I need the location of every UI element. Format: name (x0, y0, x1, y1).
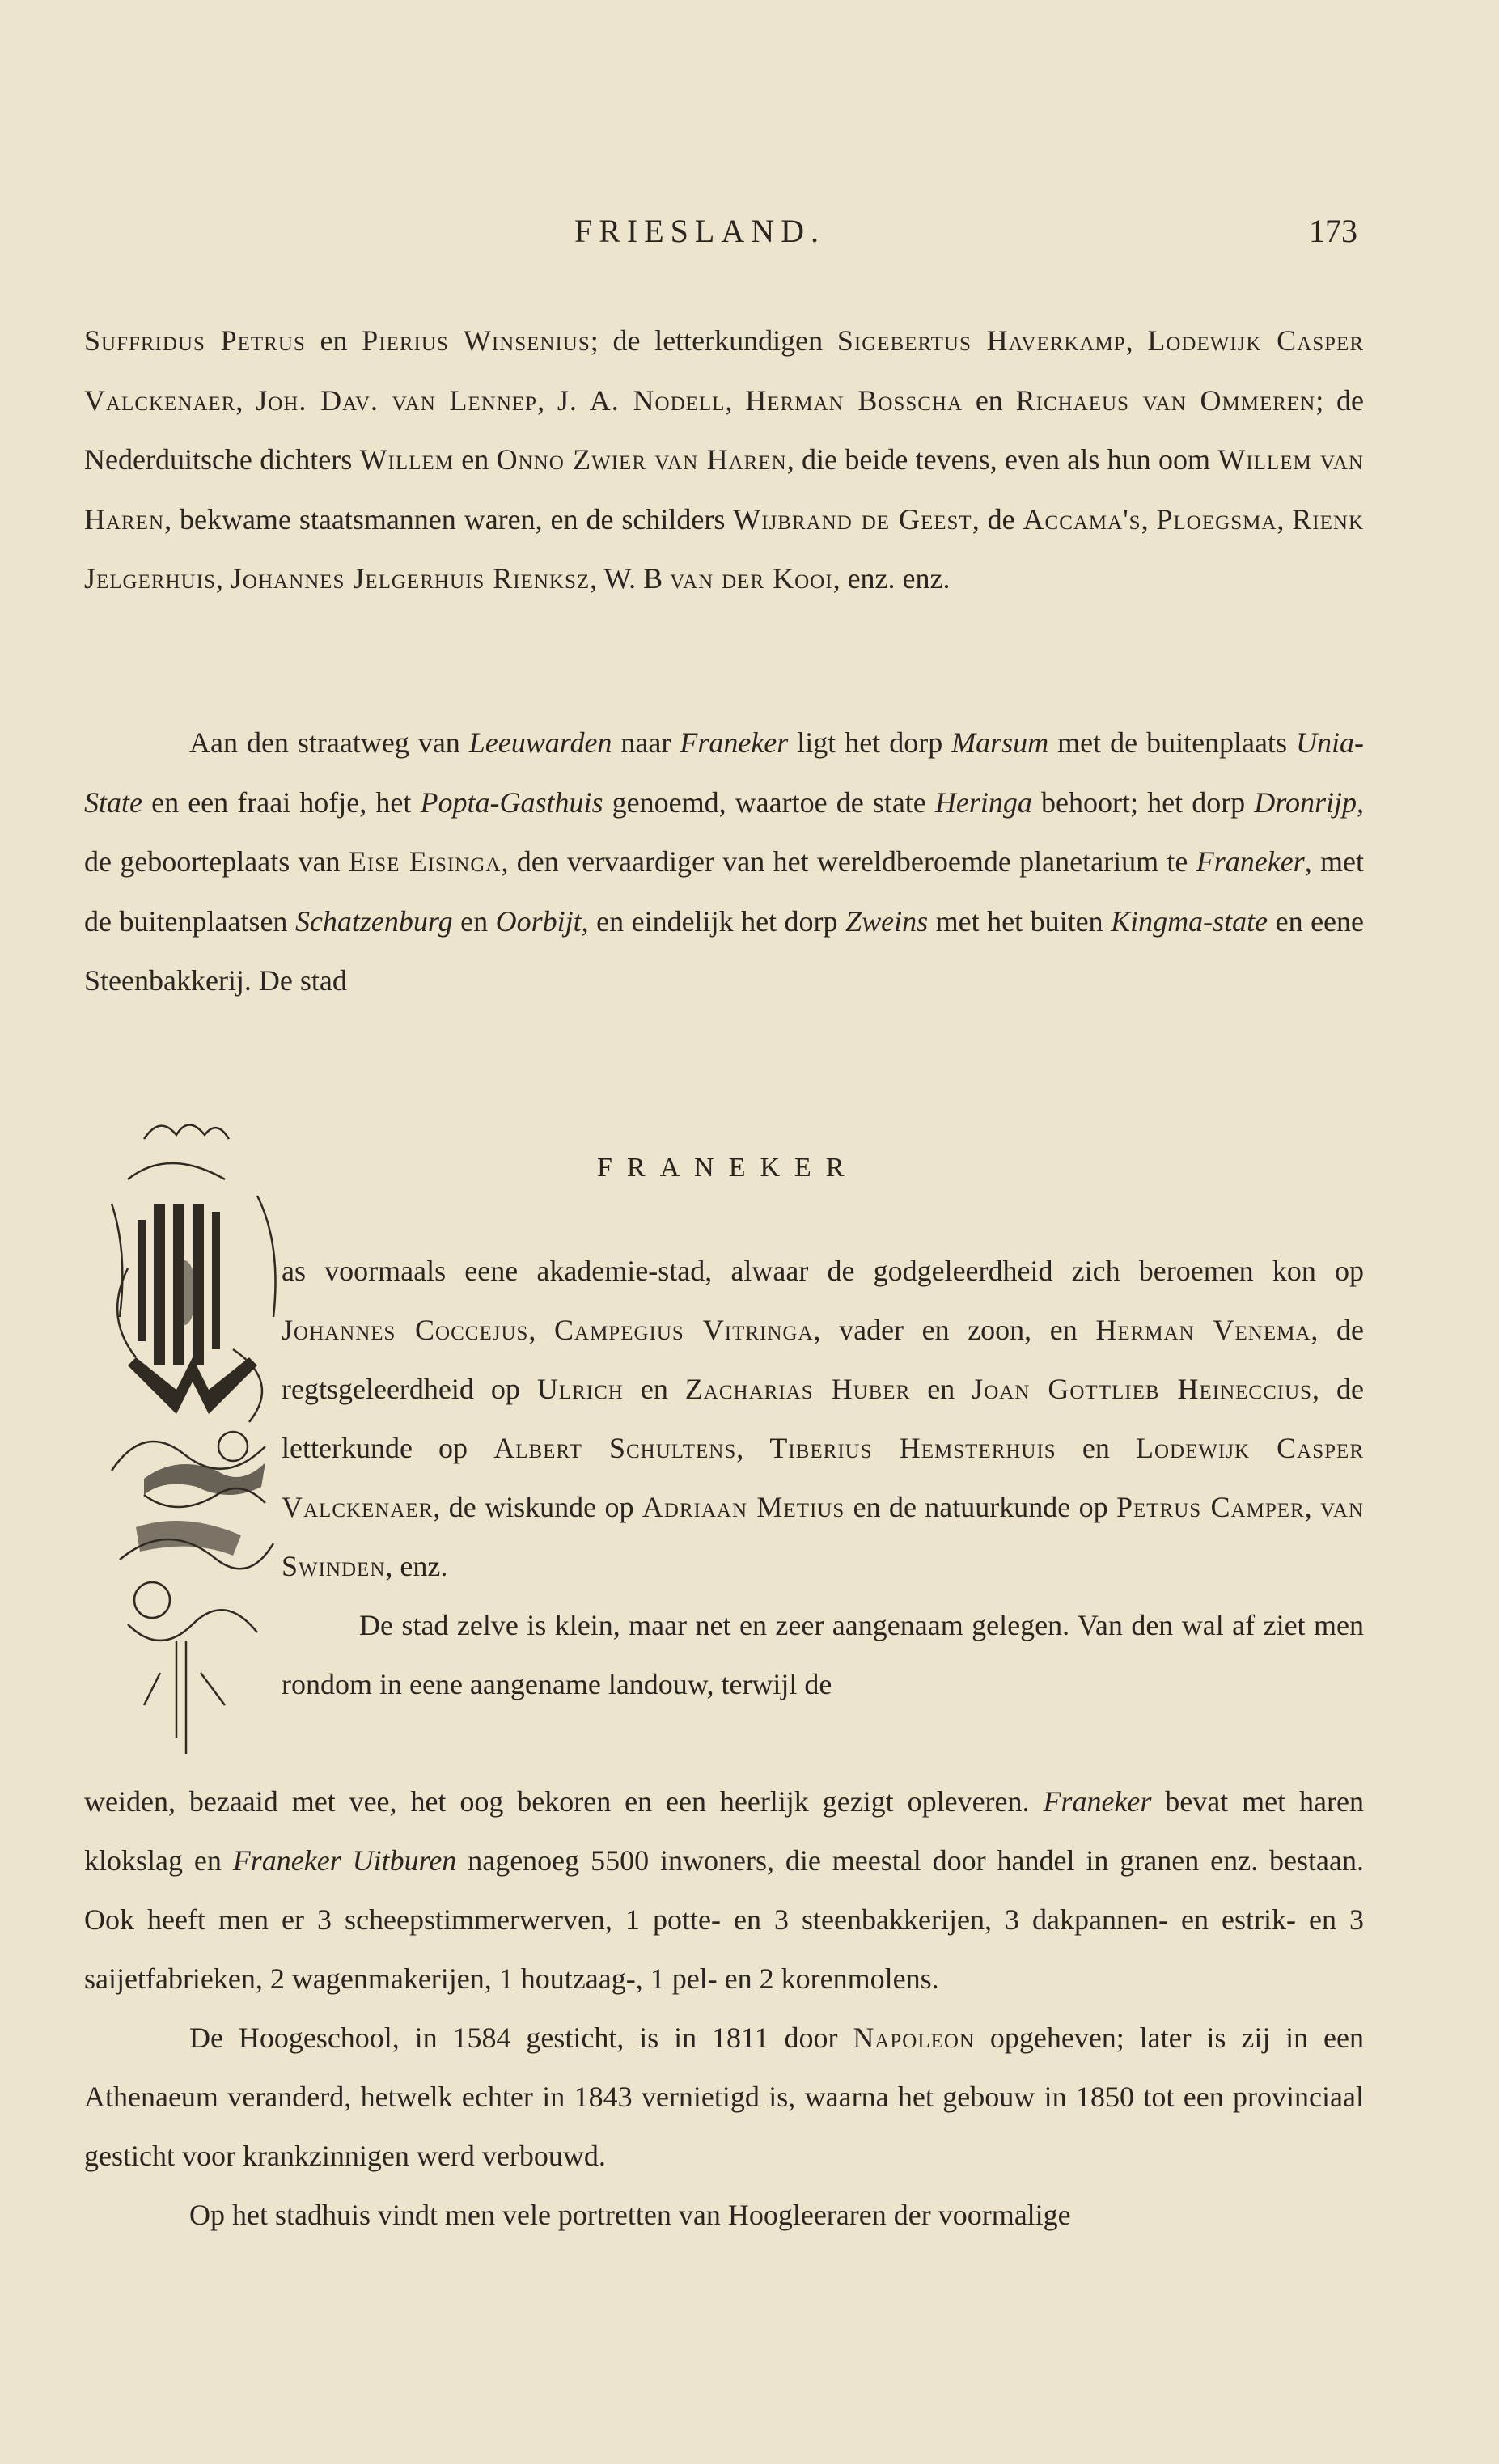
person-name: Willem van Haren (84, 443, 1364, 536)
text-run: , de geboorteplaats van (84, 785, 1364, 878)
text-run: , enz. enz. (832, 562, 951, 595)
text-run: Op het stadhuis vindt men vele portretten van Hoogleeraren der voormalige (189, 2199, 1071, 2231)
text-run: Aan den straatweg van (189, 726, 469, 759)
text-run: , (537, 383, 557, 417)
text-run: as voormaals eene akademie-stad, alwaar de godgeleerdheid zich beroemen kon op (282, 1255, 1364, 1287)
person-name: Herman Venema (1095, 1314, 1311, 1346)
person-name: J. A. Nodell (557, 383, 726, 417)
paragraph-4 (282, 1596, 1364, 1714)
person-name: Johannes Coccejus (282, 1314, 529, 1346)
text-run: , (528, 1314, 555, 1346)
text-run: De stad zelve is klein, maar net en zeer aangenaam gelegen. Van den wal af ziet men rondom in eene aangename landouw, terwijl de (282, 1609, 1364, 1700)
page-header-title: FRIESLAND. (574, 213, 826, 249)
text-run: , en eindelijk het dorp (581, 904, 846, 938)
place-name: Popta-Gasthuis (420, 785, 603, 819)
wrapped-text-block (282, 1242, 1364, 1714)
paragraph-6 (84, 2186, 1364, 2245)
section-heading: FRANEKER (597, 1153, 859, 1183)
text-run: ; de Nederduitsche dichters (84, 383, 1365, 476)
text-run: en (963, 383, 1016, 417)
place-name: Kingma-state (1111, 904, 1268, 938)
text-run: , (1277, 502, 1293, 536)
text-run: ; de letterkundigen (590, 324, 837, 357)
person-name: Onno Zwier van Haren (496, 443, 787, 476)
place-name: Heringa (934, 785, 1032, 819)
text-run: , bekwame staatsmannen waren, en de schilders (164, 502, 734, 536)
text-run: en (910, 1373, 972, 1405)
text-run: , vader en zoon, en (813, 1314, 1096, 1346)
text-run: , den vervaardiger van het wereldberoemde planetarium te (501, 845, 1196, 878)
paragraph-3 (282, 1242, 1364, 1596)
text-run: en (452, 904, 496, 938)
text-run: , de wiskunde op (433, 1491, 642, 1523)
text-run: , (736, 1432, 770, 1464)
text-run: genoemd, waartoe de state (603, 785, 935, 819)
text-run: en eene Steenbakkerij. De stad (84, 904, 1365, 997)
person-name: Wijbrand de Geest (733, 502, 972, 536)
text-run: met het buiten (928, 904, 1112, 938)
text-run: , (215, 562, 231, 595)
text-run: behoort; het dorp (1031, 785, 1255, 819)
place-name: Dronrijp (1254, 785, 1357, 819)
text-run: , de letterkunde op (282, 1373, 1365, 1464)
person-name: Joh. Dav. van Lennep (256, 383, 538, 417)
person-name: Johannes Jelgerhuis Rienksz (230, 562, 591, 595)
text-run: en een fraai hofje, het (142, 785, 421, 819)
person-name: Zacharias Huber (684, 1373, 911, 1405)
text-run: , enz. (385, 1550, 448, 1582)
place-name: Franeker (1196, 845, 1305, 878)
place-name: Franeker Uitburen (232, 1844, 457, 1877)
place-name: Leeuwarden (468, 726, 612, 759)
text-run: weiden, bezaaid met vee, het oog bekoren en een heerlijk gezigt opleveren. (84, 1785, 1044, 1818)
person-name: Albert Schultens (493, 1432, 737, 1464)
text-run: nagenoeg 5500 inwoners, die meestal door handel in granen enz. bestaan. Ook heeft men er 3 scheepstimmerwerven, 1 potte- en 3 steenbakkerijen, 3 dakpannen- en estrik- en 3 saijetfabrieken, 2 wagenmakerijen, 1 houtzaag-, 1 pel- en 2 korenmolens. (84, 1844, 1364, 1995)
text-run: , de (972, 502, 1023, 536)
person-name: Ulrich (536, 1373, 624, 1405)
person-name: Rienk Jelgerhuis (84, 502, 1365, 595)
text-run: en de natuurkunde op (845, 1491, 1116, 1523)
text-run: , (1125, 324, 1148, 357)
text-run: en (1056, 1432, 1136, 1464)
person-name: Sigebertus Haverkamp (836, 324, 1126, 357)
person-name: Willem (359, 443, 454, 476)
person-name: Richaeus van Ommeren (1015, 383, 1316, 417)
place-name: Marsum (951, 726, 1049, 759)
person-name: Lodewijk Casper Valckenaer (84, 324, 1365, 417)
person-name: Adriaan Metius (642, 1491, 845, 1523)
text-run: , (1304, 1491, 1321, 1523)
person-name: Eise Eisinga (348, 845, 502, 878)
person-name: Petrus Camper (1116, 1491, 1305, 1523)
person-name: Campegius Vitringa (554, 1314, 814, 1346)
full-width-text-block (84, 1772, 1364, 2245)
place-name: Oorbijt (495, 904, 582, 938)
person-name: Suffridus Petrus (84, 324, 306, 357)
text-run: , met de buitenplaatsen (84, 845, 1365, 938)
person-name: Tiberius Hemsterhuis (769, 1432, 1056, 1464)
text-run: , die beide tevens, even als hun oom (786, 443, 1218, 476)
person-name: Herman Bosscha (745, 383, 963, 417)
place-name: Zweins (845, 904, 929, 938)
text-run: en (453, 443, 497, 476)
place-name: Schatzenburg (294, 904, 453, 938)
person-name: van der Kooi (670, 562, 833, 595)
text-run: , (725, 383, 746, 417)
paragraph-1 (84, 311, 1364, 609)
decorated-initial-w-icon (95, 1107, 290, 1770)
place-name: Franeker (680, 726, 789, 759)
paragraph-5 (84, 2009, 1364, 2186)
text-run: , W. B (590, 562, 671, 595)
text-run: ligt het dorp (788, 726, 952, 759)
person-name: Ploegsma (1156, 502, 1277, 536)
person-name: Joan Gottlieb Heineccius (972, 1373, 1313, 1405)
text-run: opgeheven; later is zij in een Athenaeum veranderd, hetwelk echter in 1843 vernietigd is, waarna het gebouw in 1850 tot een provinciaal gesticht voor krankzinnigen werd verbouwd. (84, 2022, 1364, 2172)
paragraph-4-continued (84, 1772, 1364, 2009)
text-run: naar (612, 726, 680, 759)
text-run: , (1141, 502, 1157, 536)
person-name: Napoleon (853, 2022, 975, 2054)
text-run: en (623, 1373, 685, 1405)
text-run: , (235, 383, 256, 417)
page-number: 173 (1309, 213, 1357, 249)
person-name: Lodewijk Casper Valckenaer (282, 1432, 1364, 1523)
person-name: Accama's (1023, 502, 1141, 536)
text-run: met de buitenplaats (1048, 726, 1296, 759)
place-name: Unia-State (84, 726, 1364, 819)
text-run: en (305, 324, 362, 357)
person-name: Pierius Winsenius (362, 324, 591, 357)
person-name: van Swinden (282, 1491, 1365, 1582)
text-run: , de regtsgeleerdheid op (282, 1314, 1364, 1405)
paragraph-2 (84, 713, 1364, 1011)
place-name: Franeker (1043, 1785, 1152, 1818)
text-run: bevat met haren klokslag en (84, 1785, 1365, 1877)
text-run: De Hoogeschool, in 1584 gesticht, is in 1811 door (189, 2022, 853, 2054)
